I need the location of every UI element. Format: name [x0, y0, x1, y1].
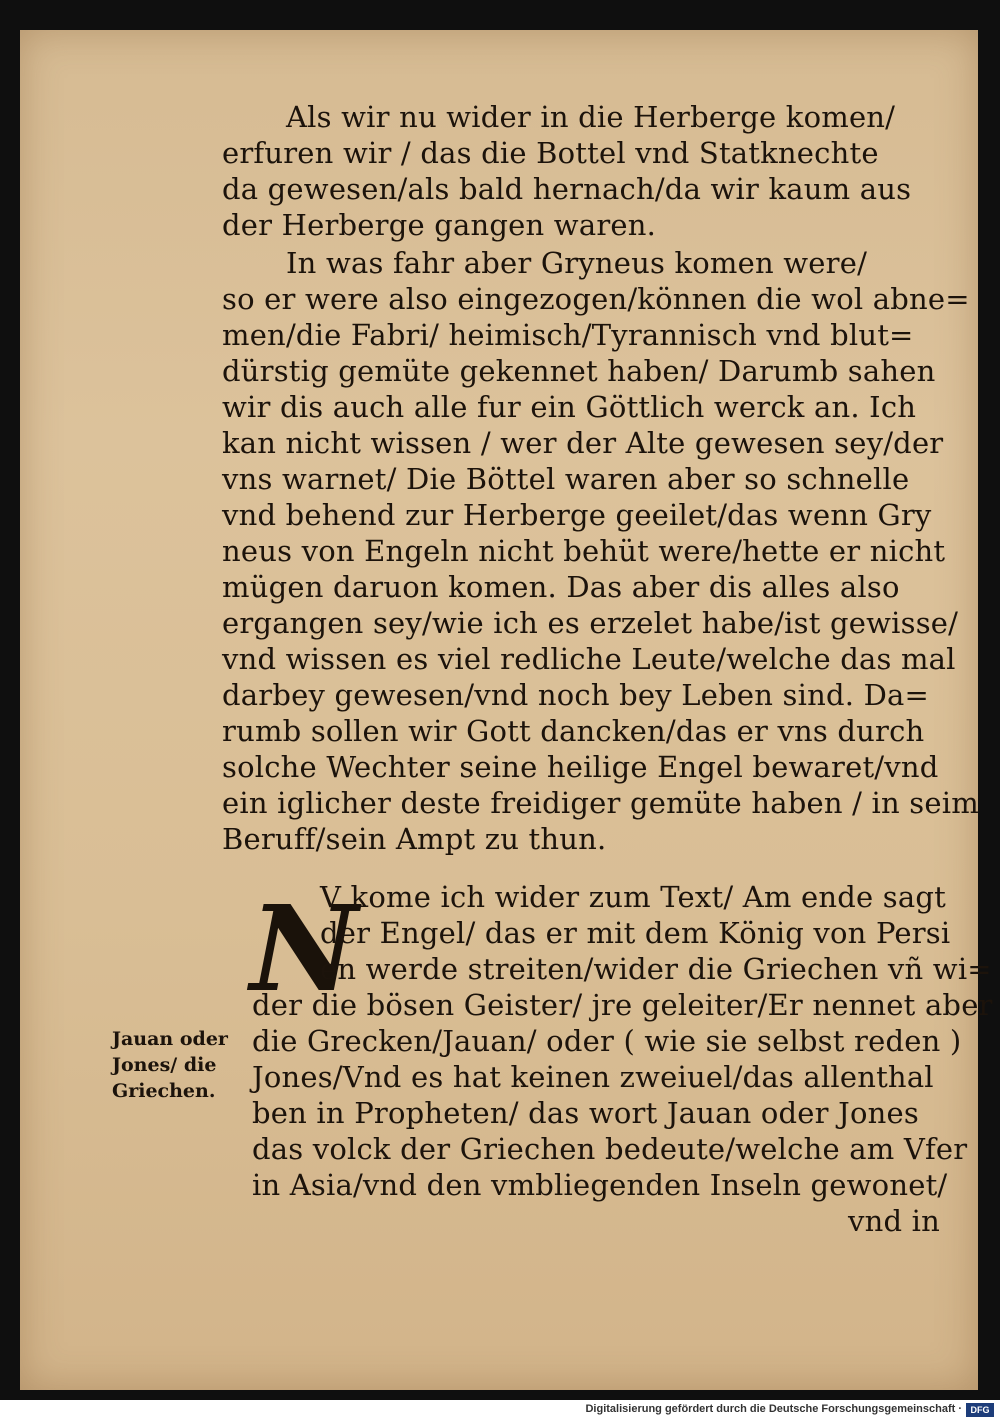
book-page	[20, 30, 993, 1390]
text-line: V kome ich wider zum Text/ Am ende sagt	[320, 880, 946, 914]
text-line: Beruff/sein Ampt zu thun.	[222, 822, 607, 856]
drop-capital: N	[250, 879, 358, 1018]
text-line: das volck der Griechen bedeute/welche am Vfer	[252, 1132, 968, 1166]
text-line: vnd behend zur Herberge geeilet/das wenn Gry	[222, 498, 932, 532]
text-line: solche Wechter seine heilige Engel bewaret/vnd	[222, 750, 939, 784]
margin-note-line: Griechen.	[112, 1080, 216, 1102]
text-line: Als wir nu wider in die Herberge komen/	[286, 100, 896, 134]
page-text	[20, 30, 993, 1390]
margin-note-line: Jones/ die	[112, 1054, 217, 1076]
text-line: in Asia/vnd den vmbliegenden Inseln gewonet/	[252, 1168, 948, 1202]
text-line: rumb sollen wir Gott dancken/das er vns durch	[222, 714, 925, 748]
text-line: ben in Propheten/ das wort Jauan oder Jones	[252, 1096, 919, 1130]
text-line: wir dis auch alle fur ein Göttlich werck an. Ich	[222, 390, 917, 424]
text-line: neus von Engeln nicht behüt were/hette er nicht	[222, 534, 946, 568]
text-line: die Grecken/Jauan/ oder ( wie sie selbst reden )	[252, 1024, 962, 1058]
funding-notice: Digitalisierung gefördert durch die Deutsche Forschungsgemeinschaft ·	[585, 1403, 962, 1415]
text-line: ein iglicher deste freidiger gemüte haben / in seim	[222, 786, 979, 820]
catchword: vnd in	[848, 1204, 940, 1238]
text-line: ergangen sey/wie ich es erzelet habe/ist gewisse/	[222, 606, 959, 640]
dfg-logo-icon: DFG	[966, 1403, 994, 1417]
text-line: kan nicht wissen / wer der Alte gewesen sey/der	[222, 426, 944, 460]
text-line: da gewesen/als bald hernach/da wir kaum aus	[222, 172, 912, 206]
text-line: mügen daruon komen. Das aber dis alles also	[222, 570, 900, 604]
footer-bar	[0, 1400, 1000, 1421]
text-line: der Engel/ das er mit dem König von Persi	[320, 916, 951, 950]
text-line: der Herberge gangen waren.	[222, 208, 657, 242]
text-line: darbey gewesen/vnd noch bey Leben sind. Da=	[222, 678, 930, 712]
text-line: dürstig gemüte gekennet haben/ Darumb sahen	[222, 354, 936, 388]
text-line: vnd wissen es viel redliche Leute/welche das mal	[222, 642, 956, 676]
text-line: vns warnet/ Die Böttel waren aber so schnelle	[222, 462, 910, 496]
text-line: so er were also eingezogen/können die wol abne=	[222, 282, 970, 316]
text-line: Jones/Vnd es hat keinen zweiuel/das allenthal	[252, 1060, 934, 1094]
text-line: erfuren wir / das die Bottel vnd Statknechte	[222, 136, 879, 170]
text-line: en werde streiten/wider die Griechen vñ wi=	[320, 952, 992, 986]
text-line: men/die Fabri/ heimisch/Tyrannisch vnd blut=	[222, 318, 914, 352]
text-line: der die bösen Geister/ jre geleiter/Er nennet aber	[252, 988, 993, 1022]
text-line: In was fahr aber Gryneus komen were/	[286, 246, 868, 280]
margin-note-line: Jauan oder	[112, 1028, 228, 1050]
